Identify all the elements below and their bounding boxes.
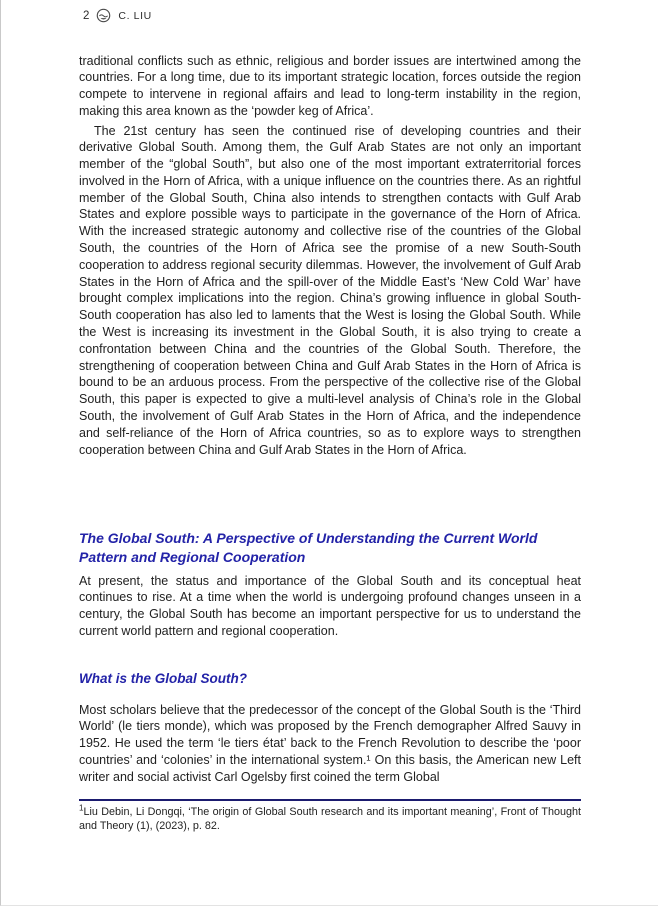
subsection-paragraph-what-is-global-south: Most scholars believe that the predecessor of the concept of the Global South is the ‘Third World’ (le tiers monde), which was proposed by the French demographer Alfred Sauvy in 1952. He used the term ‘le tiers état’ back to the French Revolution to describe the ‘poor countries’ and ‘colonies’ in the international system.¹ On this basis, the American new Left writer and social activist Carl Ogelsby first coined the term Global <box>79 702 581 784</box>
section-heading-global-south-perspective: The Global South: A Perspective of Understanding the Current World Pattern and Regional Cooperation <box>79 529 538 566</box>
running-head-author: C. LIU <box>118 9 152 22</box>
body-paragraph-intro: The 21st century has seen the continued rise of developing countries and their derivative Global South. Among them, the Gulf Arab States are not only an important member of the “global South”, but also one of the most important extraterritorial forces involved in the Horn of Africa, with a unique influence on the countries there. As an rightful member of the Global South, China also intends to strengthen contacts with Gulf Arab States and explore possible ways to participate in the governance of the Horn of Africa. With the increased strategic autonomy and collective rise of the countries of the Global South, the countries of the Horn of Africa see the promise of a new South-South cooperation to address regional security dilemmas. However, the involvement of Gulf Arab States in the Horn of Africa and the spill-over of the Middle East’s ‘New Cold War’ have brought complex implications into the region. China’s growing influence in global South-South cooperation has also led to laments that the West is losing the Global South. While the West is increasing its investment in the Global South, it is also trying to create a confrontation between China and the countries of the Global South. Therefore, the strengthening of cooperation between China and Gulf Arab States in the Horn of Africa is bound to be an arduous process. From the perspective of the collective rise of the Global South, this paper is expected to give a multi-level analysis of China’s role in the Global South, the involvement of Gulf Arab States in the Horn of Africa, and the independence and self-reliance of the Horn of Africa countries, so as to explore ways to strengthen cooperation between China and Gulf Arab States in the Horn of Africa. <box>79 123 581 457</box>
footnote-citation: Liu Debin, Li Dongqi, ‘The origin of Global South research and its important meaning’, Front of Thought and Theory (1), (2023), p. 82. <box>79 806 581 832</box>
section-paragraph-global-south: At present, the status and importance of the Global South and its conceptual heat continues to rise. At a time when the world is undergoing profound changes unseen in a century, the Global South has become an important perspective for us to understand the current world pattern and regional cooperation. <box>79 573 581 638</box>
body-paragraph-continued: traditional conflicts such as ethnic, religious and border issues are intertwined among the countries. For a long time, due to its important strategic location, forces outside the region compete to intervene in regional affairs and lead to long-term instability in the region, making this area known as the ‘powder keg of Africa’. <box>79 53 581 118</box>
page-header <box>83 8 152 23</box>
footnote <box>79 799 581 833</box>
footnote-separator <box>79 799 581 801</box>
footnote-marker: 1 <box>79 803 84 813</box>
publisher-logo-icon <box>96 8 111 23</box>
subsection-heading-what-is-global-south: What is the Global South? <box>79 670 247 686</box>
page-number: 2 <box>83 9 90 22</box>
footnote-text <box>79 805 581 833</box>
